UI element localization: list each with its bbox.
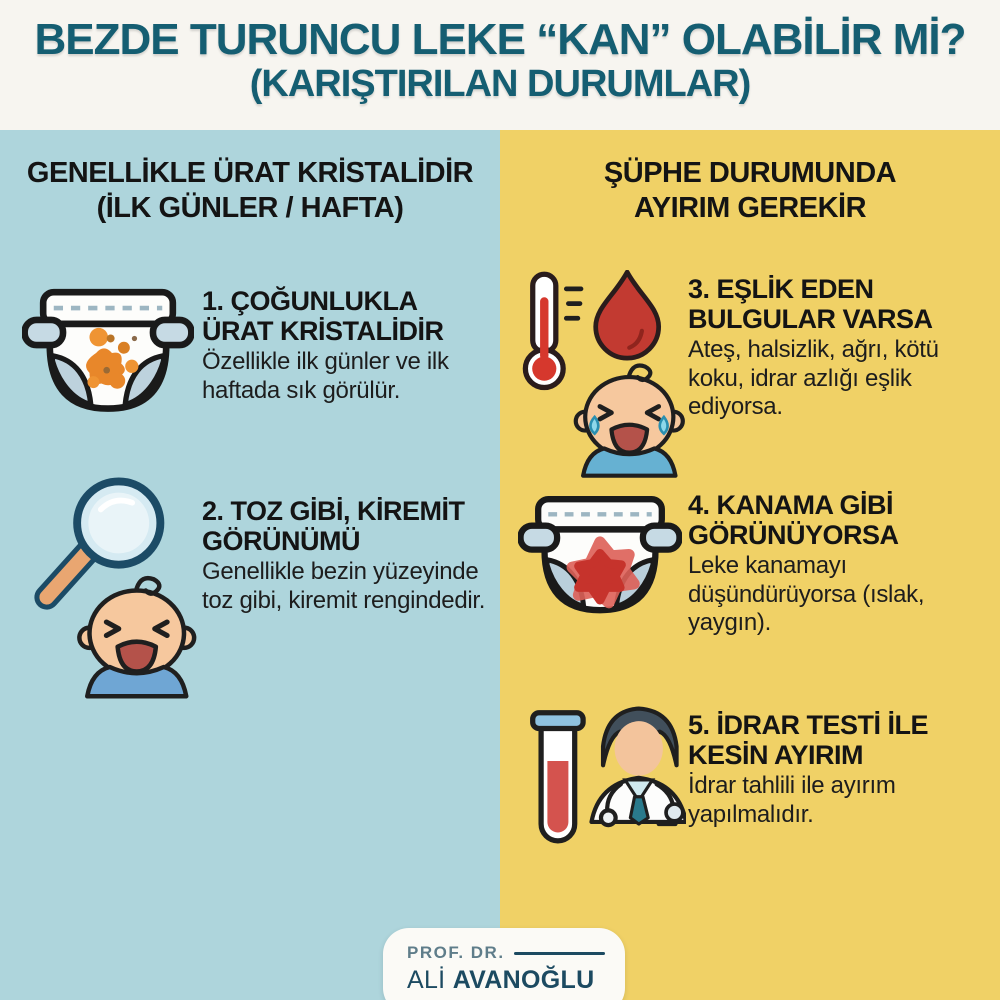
item-5-body: İdrar tahlili ile ayırım yapılmalıdır.	[688, 772, 896, 828]
item-2-text	[202, 472, 488, 615]
comparison-columns	[0, 130, 1000, 1000]
left-heading-line2: (İLK GÜNLER / HAFTA)	[96, 192, 404, 225]
item-3-body: Ateş, halsizlik, ağrı, kötü koku, idrar azlığı eşlik ediyorsa.	[688, 336, 939, 421]
test-tube-icon	[533, 713, 583, 841]
blood-drop-icon	[596, 272, 659, 358]
page-title-line1: BEZDE TURUNCU LEKE “KAN” OLABİLİR Mİ?	[34, 15, 966, 64]
thermometer-blood-drop-crying-baby-icon	[518, 270, 688, 487]
page-header	[0, 0, 1000, 130]
item-5-title-line2: KESİN AYIRIM	[688, 740, 864, 771]
item-1-body: Özellikle ilk günler ve ilk haftada sık görülür.	[202, 348, 449, 404]
item-5-title-line1: 5. İDRAR TESTİ İLE	[688, 710, 929, 740]
badge-rule-top	[514, 952, 605, 955]
list-item-5	[518, 706, 990, 861]
item-2-title	[202, 496, 488, 556]
item-1-title-line2: ÜRAT KRİSTALİDİR	[202, 316, 444, 347]
doctor-icon	[592, 709, 687, 826]
list-item-3	[518, 270, 990, 487]
crying-baby-icon	[79, 578, 194, 696]
item-3-title	[688, 274, 990, 334]
diaper-orange-spots-icon	[22, 282, 202, 437]
test-tube-and-doctor-icon	[518, 706, 688, 861]
item-2-title-line2: GÖRÜNÜMÜ	[202, 526, 360, 557]
left-heading-line1: GENELLİKLE ÜRAT KRİSTALİDİR	[26, 157, 474, 189]
diaper-red-stain-icon	[518, 486, 688, 641]
item-4-title-line2: GÖRÜNÜYORSA	[688, 520, 899, 551]
item-4-title	[688, 490, 990, 550]
right-heading-line2: AYIRIM GEREKİR	[633, 192, 867, 225]
list-item-2	[22, 472, 488, 705]
author-last-name: AVANOĞLU	[452, 966, 595, 994]
item-4-title-line1: 4. KANAMA GİBİ	[688, 490, 894, 520]
item-5-text	[688, 706, 990, 829]
item-3-title-line2: BULGULAR VARSA	[688, 304, 933, 335]
author-prefix-row	[407, 943, 605, 963]
right-heading-line1: ŞÜPHE DURUMUNDA	[603, 157, 897, 189]
left-column-heading	[0, 156, 500, 227]
item-2-body: Genellikle bezin yüzeyinde toz gibi, kiremit rengindedir.	[202, 558, 486, 614]
item-5-title	[688, 710, 990, 770]
author-prefix: PROF. DR.	[407, 943, 505, 962]
author-name	[407, 966, 605, 995]
item-1-title-line1: 1. ÇOĞUNLUKLA	[202, 286, 418, 316]
author-first-name: ALİ	[407, 966, 446, 994]
list-item-4	[518, 486, 990, 641]
item-3-text	[688, 270, 990, 421]
item-2-title-line1: 2. TOZ GİBİ, KİREMİT	[202, 496, 465, 526]
right-column-heading	[500, 156, 1000, 227]
item-1-text	[202, 282, 488, 405]
left-column-urate-crystals	[0, 130, 500, 1000]
author-badge	[383, 928, 625, 1000]
right-column-suspicion	[500, 130, 1000, 1000]
list-item-1	[22, 282, 488, 437]
thermometer-icon	[525, 274, 581, 387]
crying-baby-tears-icon	[576, 366, 683, 476]
page-title-line2: (KARIŞTIRILAN DURUMLAR)	[249, 63, 751, 106]
item-1-title	[202, 286, 488, 346]
item-4-text	[688, 486, 990, 637]
magnifier-and-crying-baby-icon	[22, 472, 202, 705]
item-3-title-line1: 3. EŞLİK EDEN	[688, 274, 874, 304]
item-4-body: Leke kanamayı düşündürüyorsa (ıslak, yaygın).	[688, 552, 925, 637]
